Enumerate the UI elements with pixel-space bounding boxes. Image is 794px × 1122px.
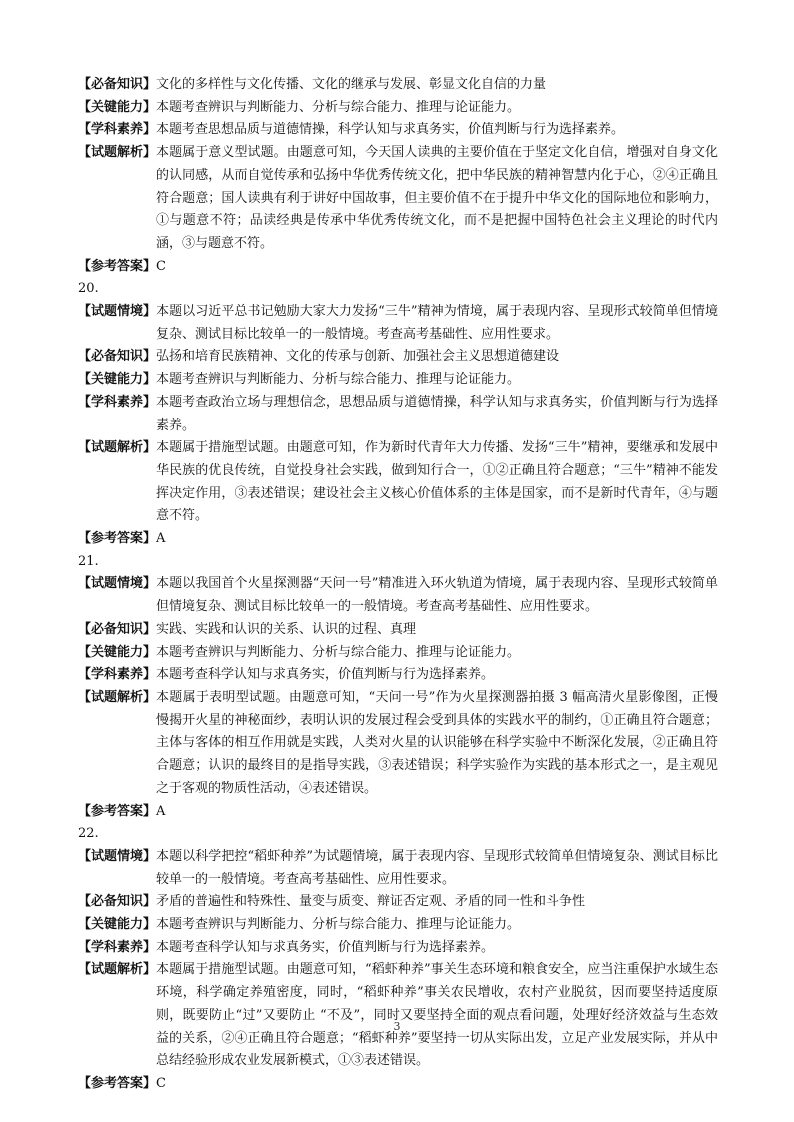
entry-text: 本题以习近平总书记勉励大家大力发扬“三牛”精神为情境，属于表现内容、呈现形式较简单但情境复杂、测试目标比较单一的一般情境。考查高考基础性、应用性要求。 — [156, 304, 718, 342]
entry-qingjing — [78, 573, 718, 618]
entry-suyang — [78, 392, 718, 437]
entry-text: 本题属于措施型试题。由题意可知，“稻虾种养”事关生态环境和粮食安全，应当注重保护水域生态环境，科学确定养殖密度，同时，“稻虾种养”事关农民增收，农村产业脱贫，因而要坚持适度原则，既要防止“过”又要防止 “不及”，同时又要坚持全面的观点看问题，处理好经济效益与生态效益的关系，②④正确且符合题意；“稻虾种养”要坚持一切从实际出发，立足产业发展实际，并从中总结经验形成农业发展新模式，①③表述错误。 — [156, 962, 718, 1069]
entry-text: 本题考查辨识与判断能力、分析与综合能力、推理与论证能力。 — [156, 917, 521, 933]
entry-answer — [78, 256, 718, 279]
entry-label: 【参考答案】 — [78, 1075, 157, 1091]
question-number: 20. — [78, 281, 99, 297]
entry-bibei — [78, 619, 718, 642]
entry-text: 本题属于意义型试题。由题意可知，今天国人读典的主要价值在于坚定文化自信，增强对自身文化的认同感，从而自觉传承和弘扬中华优秀传统文化，把中华民族的精神智慧内化于心，②④正确且符合题意；国人读典有利于讲好中国故事，但主要价值不在于提升中华文化的国际地位和影响力，①与题意不符；品读经典是传承中华优秀传统文化，而不是把握中国特色社会主义理论的时代内涵，③与题意不符。 — [156, 145, 718, 251]
question-number: 22. — [78, 826, 99, 842]
document-page — [78, 74, 718, 1096]
entry-text: C — [156, 258, 166, 274]
section-q20 — [78, 278, 718, 550]
entry-label: 【试题解析】 — [78, 962, 157, 978]
entry-jiexi — [78, 687, 718, 801]
entry-label: 【试题解析】 — [78, 440, 157, 456]
entry-text: 本题考查辨识与判断能力、分析与综合能力、推理与论证能力。 — [156, 644, 521, 660]
entry-label: 【必备知识】 — [78, 894, 157, 910]
entry-bibei — [78, 74, 718, 97]
entry-text: 本题属于表明型试题。由题意可知，“天问一号”作为火星探测器拍摄 3 幅高清火星影像图，正慢慢揭开火星的神秘面纱，表明认识的发展过程会受到具体的实践水平的制约，①正确且符合题意；主体与客体的相互作用就是实践，人类对火星的认识能够在科学实验中不断深化发展，②正确且符合题意；认识的最终目的是指导实践，③表述错误；科学实验作为实践的基本形式之一，是主观见之于客观的物质性活动，④表述错误。 — [156, 689, 718, 796]
entry-label: 【关键能力】 — [78, 917, 157, 933]
entry-label: 【必备知识】 — [78, 349, 157, 365]
question-number: 21. — [78, 553, 99, 569]
entry-suyang — [78, 664, 718, 687]
entry-label: 【关键能力】 — [78, 99, 157, 115]
entry-qingjing — [78, 846, 718, 891]
entry-text: 本题考查辨识与判断能力、分析与综合能力、推理与论证能力。 — [156, 372, 521, 388]
entry-suyang — [78, 119, 718, 142]
entry-label: 【参考答案】 — [78, 531, 157, 547]
section-q21 — [78, 551, 718, 823]
entry-label: 【学科素养】 — [78, 394, 157, 410]
entry-suyang — [78, 937, 718, 960]
entry-bibei — [78, 891, 718, 914]
entry-label: 【试题情境】 — [78, 848, 157, 864]
entry-guanjian — [78, 369, 718, 392]
section-q19 — [78, 74, 718, 278]
entry-text: 本题以我国首个火星探测器“天问一号”精准进入环火轨道为情境，属于表现内容、呈现形式较简单但情境复杂、测试目标比较单一的一般情境。考查高考基础性、应用性要求。 — [156, 576, 718, 615]
entry-guanjian — [78, 642, 718, 665]
entry-guanjian — [78, 914, 718, 937]
entry-jiexi — [78, 959, 718, 1073]
entry-jiexi — [78, 142, 718, 256]
entry-label: 【试题情境】 — [78, 304, 157, 320]
entry-label: 【学科素养】 — [78, 939, 157, 955]
entry-label: 【试题情境】 — [78, 576, 157, 592]
entry-text: 本题考查科学认知与求真务实，价值判断与行为选择素养。 — [156, 939, 495, 955]
entry-text: 弘扬和培育民族精神、文化的传承与创新、加强社会主义思想道德建设 — [156, 349, 560, 365]
entry-qingjing — [78, 301, 718, 346]
entry-text: 本题考查辨识与判断能力、分析与综合能力、推理与论证能力。 — [156, 99, 521, 115]
entry-label: 【试题解析】 — [78, 689, 157, 705]
entry-jiexi — [78, 437, 718, 528]
section-q22 — [78, 823, 718, 1095]
entry-guanjian — [78, 97, 718, 120]
entry-text: 实践、实践和认识的关系、认识的过程、真理 — [156, 621, 417, 637]
entry-label: 【关键能力】 — [78, 372, 157, 388]
entry-label: 【参考答案】 — [78, 258, 157, 274]
entry-text: 本题以科学把控“稻虾种养”为试题情境，属于表现内容、呈现形式较简单但情境复杂、测试目标比较单一的一般情境。考查高考基础性、应用性要求。 — [156, 848, 718, 887]
entry-text: 文化的多样性与文化传播、文化的继承与发展、彰显文化自信的力量 — [156, 77, 547, 92]
entry-label: 【必备知识】 — [78, 621, 157, 637]
entry-text: 本题考查思想品质与道德情操，科学认知与求真务实，价值判断与行为选择素养。 — [156, 122, 625, 138]
entry-bibei — [78, 346, 718, 369]
entry-answer — [78, 1073, 718, 1096]
entry-text: A — [156, 531, 166, 547]
entry-label: 【参考答案】 — [78, 803, 157, 819]
entry-text: 本题考查科学认知与求真务实，价值判断与行为选择素养。 — [156, 667, 495, 683]
entry-text: 矛盾的普遍性和特殊性、量变与质变、辩证否定观、矛盾的同一性和斗争性 — [156, 894, 586, 910]
entry-answer — [78, 801, 718, 824]
entry-text: C — [156, 1075, 166, 1091]
entry-label: 【试题解析】 — [78, 145, 157, 161]
entry-text: 本题属于措施型试题。由题意可知，作为新时代青年大力传播、发扬“三牛”精神，要继承和发展中华民族的优良传统，自觉投身社会实践，做到知行合一，①②正确且符合题意；“三牛”精神不能发挥决定作用，③表述错误；建设社会主义核心价值体系的主体是国家，而不是新时代青年，④与题意不符。 — [156, 440, 718, 524]
entry-label: 【学科素养】 — [78, 122, 157, 138]
entry-label: 【必备知识】 — [78, 77, 157, 92]
entry-answer — [78, 528, 718, 551]
entry-text: A — [156, 803, 166, 819]
page-number: 3 — [393, 1020, 401, 1033]
entry-label: 【关键能力】 — [78, 644, 157, 660]
entry-text: 本题考查政治立场与理想信念，思想品质与道德情操，科学认知与求真务实，价值判断与行为选择素养。 — [156, 394, 718, 433]
entry-label: 【学科素养】 — [78, 667, 157, 683]
